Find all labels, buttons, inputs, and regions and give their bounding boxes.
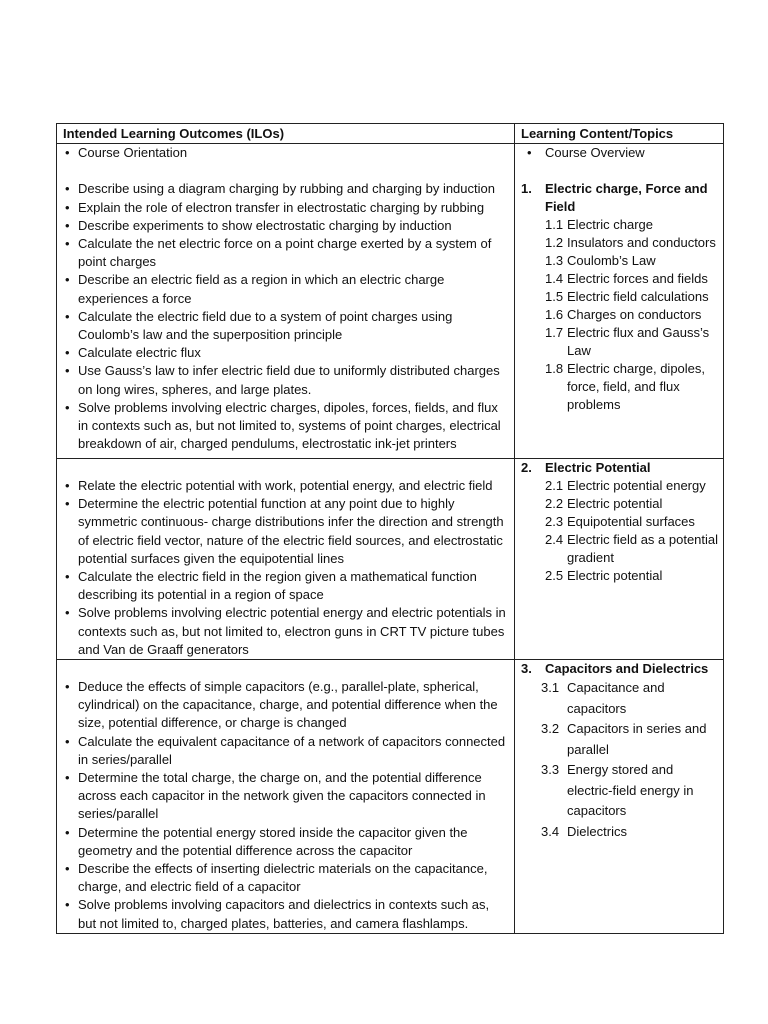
section-title: Electric charge, Force and Field bbox=[545, 181, 708, 215]
topics-cell bbox=[515, 660, 724, 934]
topic-item bbox=[521, 513, 719, 531]
ilo-cell bbox=[57, 144, 515, 459]
topic-number: 1.3 bbox=[545, 253, 564, 269]
topic-item bbox=[521, 495, 719, 513]
topic-item bbox=[521, 324, 719, 360]
ilo-cell bbox=[57, 459, 515, 660]
topic-number: 2.2 bbox=[545, 496, 564, 511]
ilo-column-header: Intended Learning Outcomes (ILOs) bbox=[57, 124, 515, 144]
topic-item bbox=[521, 719, 719, 760]
topic-label: Electric flux and Gauss’s Law bbox=[567, 325, 710, 359]
topic-label: Insulators and conductors bbox=[567, 235, 716, 251]
topic-item bbox=[521, 567, 719, 585]
topic-item bbox=[521, 216, 719, 234]
list-item: • Describe using a diagram charging by rubbing and charging by induction bbox=[57, 180, 514, 198]
topic-number: 1.8 bbox=[545, 361, 564, 377]
list-item: • Calculate electric flux bbox=[57, 344, 514, 362]
topic-item bbox=[521, 360, 719, 414]
topic-number: 2.5 bbox=[545, 568, 564, 583]
list-item: • Use Gauss’s law to infer electric field due to uniformly distributed charges on long wires, spheres, and large plates. bbox=[57, 362, 514, 398]
list-item: • Solve problems involving capacitors and dielectrics in contexts such as, but not limited to, charged plates, batteries, and camera flashlamps. bbox=[57, 896, 514, 932]
course-outline-table bbox=[56, 123, 724, 934]
table-row bbox=[57, 144, 724, 459]
topic-number: 1.5 bbox=[545, 289, 564, 305]
topic-label: Electric potential energy bbox=[567, 478, 706, 493]
list-item: • Solve problems involving electric potential energy and electric potentials in contexts such as, but not limited to, electron guns in CRT TV picture tubes and Van de Graaff generators bbox=[57, 604, 514, 659]
topic-item bbox=[521, 252, 719, 270]
topic-label: Electric charge, dipoles, force, field, and flux problems bbox=[567, 361, 706, 413]
header-row bbox=[57, 124, 724, 144]
topic-item bbox=[521, 234, 719, 252]
section-number: 2. bbox=[521, 460, 532, 475]
topic-item bbox=[521, 477, 719, 495]
ilo-list bbox=[57, 678, 514, 933]
topic-label: Electric potential bbox=[567, 496, 663, 511]
ilo-list bbox=[57, 477, 514, 659]
ilo-cell bbox=[57, 660, 515, 934]
topic-number: 1.6 bbox=[545, 307, 564, 323]
section-heading bbox=[521, 660, 719, 678]
section-title: Capacitors and Dielectrics bbox=[545, 661, 709, 677]
list-item: • Calculate the electric field due to a system of point charges using Coulomb’s law and the superposition principle bbox=[57, 308, 514, 344]
topic-item bbox=[521, 270, 719, 288]
topic-label: Charges on conductors bbox=[567, 307, 702, 323]
topic-number: 3.1 bbox=[541, 680, 560, 696]
document-page bbox=[56, 123, 723, 934]
list-item: • Course Orientation bbox=[57, 144, 514, 162]
table-row bbox=[57, 459, 724, 660]
topic-label: Equipotential surfaces bbox=[567, 514, 695, 529]
topic-item bbox=[521, 306, 719, 324]
list-item: • Explain the role of electron transfer in electrostatic charging by rubbing bbox=[57, 199, 514, 217]
course-overview-item: • Course Overview bbox=[521, 144, 719, 162]
ilo-list bbox=[57, 180, 514, 453]
topic-label: Coulomb’s Law bbox=[567, 253, 656, 269]
ilo-list bbox=[57, 144, 514, 162]
topic-label: Electric forces and fields bbox=[567, 271, 708, 287]
topic-label: Electric charge bbox=[567, 217, 653, 233]
topic-item bbox=[521, 822, 719, 843]
list-item: • Determine the electric potential function at any point due to highly symmetric continuous- charge distributions infer the direction and strength of electric field vector, nature of the electric field sources, and electrostatic potential surfaces given the equipotential lines bbox=[57, 495, 514, 568]
list-item: • Describe experiments to show electrostatic charging by induction bbox=[57, 217, 514, 235]
list-item: • Calculate the net electric force on a point charge exerted by a system of point charges bbox=[57, 235, 514, 271]
topic-number: 2.1 bbox=[545, 478, 564, 493]
topic-number: 3.2 bbox=[541, 721, 560, 737]
list-item: • Calculate the electric field in the region given a mathematical function describing its potential in a region of space bbox=[57, 568, 514, 604]
topic-label: Electric field calculations bbox=[567, 289, 709, 305]
list-item: • Relate the electric potential with work, potential energy, and electric field bbox=[57, 477, 514, 495]
topic-label: Energy stored and electric-field energy in capacitors bbox=[567, 762, 694, 819]
topic-item bbox=[521, 678, 719, 719]
table-row bbox=[57, 660, 724, 934]
section-number: 1. bbox=[521, 181, 532, 197]
list-item: • Describe the effects of inserting dielectric materials on the capacitance, charge, and electric field of a capacitor bbox=[57, 860, 514, 896]
topic-item bbox=[521, 531, 719, 567]
topic-number: 1.2 bbox=[545, 235, 564, 251]
topics-cell bbox=[515, 459, 724, 660]
list-item: • Calculate the equivalent capacitance of a network of capacitors connected in series/parallel bbox=[57, 733, 514, 769]
topic-item bbox=[521, 288, 719, 306]
list-item: • Deduce the effects of simple capacitors (e.g., parallel-plate, spherical, cylindrical) on the capacitance, charge, and potential difference when the size, potential difference, or charge is changed bbox=[57, 678, 514, 733]
topics-cell bbox=[515, 144, 724, 459]
topic-number: 1.1 bbox=[545, 217, 564, 233]
list-item: • Describe an electric field as a region in which an electric charge experiences a force bbox=[57, 271, 514, 307]
list-item: • Determine the potential energy stored inside the capacitor given the geometry and the potential difference across the capacitor bbox=[57, 824, 514, 860]
topic-label: Capacitance and capacitors bbox=[567, 680, 665, 716]
topic-number: 3.4 bbox=[541, 823, 560, 839]
topic-number: 1.4 bbox=[545, 271, 564, 287]
section-title: Electric Potential bbox=[545, 460, 651, 475]
topic-number: 2.4 bbox=[545, 532, 564, 547]
section-heading bbox=[521, 459, 719, 477]
topic-label: Dielectrics bbox=[567, 823, 627, 839]
topic-number: 2.3 bbox=[545, 514, 564, 529]
topic-number: 1.7 bbox=[545, 325, 564, 341]
section-number: 3. bbox=[521, 661, 532, 677]
topic-number: 3.3 bbox=[541, 762, 560, 778]
topic-label: Electric field as a potential gradient bbox=[567, 532, 719, 565]
list-item: • Solve problems involving electric charges, dipoles, forces, fields, and flux in contexts such as, but not limited to, systems of point charges, electrical breakdown of air, charged pendulums, electrostatic ink-jet printers bbox=[57, 399, 514, 454]
topic-label: Capacitors in series and parallel bbox=[567, 721, 707, 757]
list-item: • Determine the total charge, the charge on, and the potential difference across each capacitor in the network given the capacitors connected in series/parallel bbox=[57, 769, 514, 824]
topics-column-header: Learning Content/Topics bbox=[515, 124, 724, 144]
topic-item bbox=[521, 760, 719, 822]
topic-label: Electric potential bbox=[567, 568, 663, 583]
section-heading bbox=[521, 180, 719, 216]
